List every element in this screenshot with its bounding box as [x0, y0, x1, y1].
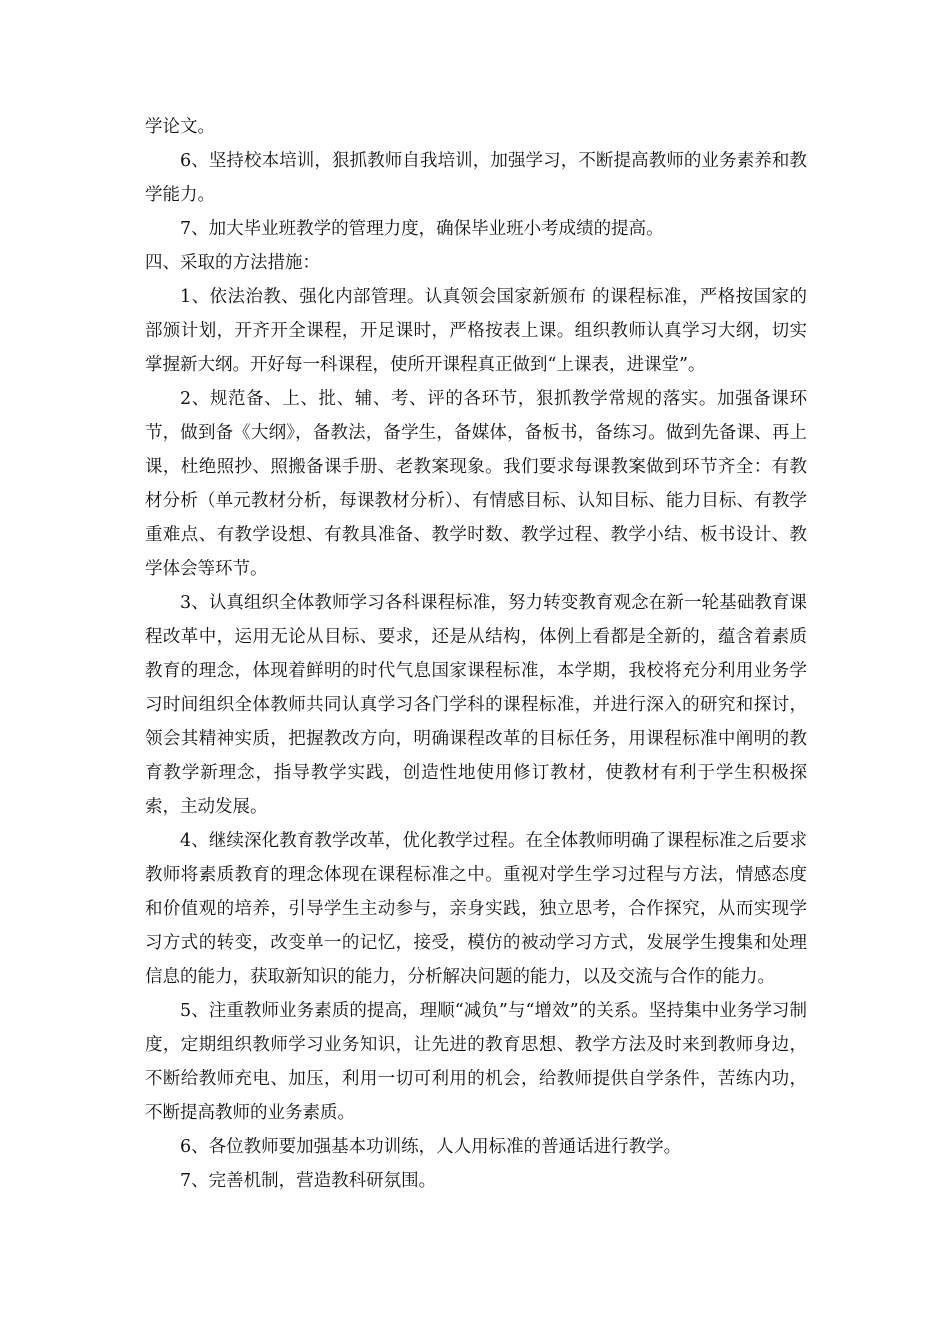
paragraph-measure-3: 3、认真组织全体教师学习各科课程标准，努力转变教育观念在新一轮基础教育课程改革中，运用无论从目标、要求，还是从结构，体例上看都是全新的，蕴含着素质教育的理念，体现着鲜明的时代气息国家课程标准，本学期，我校将充分利用业务学习时间组织全体教师共同认真学习各门学科的课程标准，并进行深入的研究和探讨，领会其精神实质，把握教改方向，明确课程改革的目标任务，用课程标准中阐明的教育教学新理念，指导教学实践，创造性地使用修订教材，使教材有利于学生积极探索，主动发展。 [145, 593, 807, 817]
paragraph-measure-5: 5、注重教师业务素质的提高，理顺“减负”与“增效”的关系。坚持集中业务学习制度，定期组织教师学习业务知识，让先进的教育思想、教学方法及时来到教师身边，不断给教师充电、加压，利用一切可利用的机会，给教师提供自学条件，苦练内功，不断提高教师的业务素质。 [145, 1001, 807, 1123]
section-heading-measures: 四、采取的方法措施： [145, 253, 320, 273]
paragraph-measure-2: 2、规范备、上、批、辅、考、评的各环节，狠抓教学常规的落实。加强备课环节，做到备《大纲》，备教法，备学生，备媒体，备板书，备练习。做到先备课、再上课，杜绝照抄、照搬备课手册、老教案现象。我们要求每课教案做到环节齐全：有教材分析（单元教材分析，每课教材分析）、有情感目标、认知目标、能力目标、有教学重难点、有教学设想、有教具准备、教学时数、教学过程、教学小结、板书设计、教学体会等环节。 [145, 389, 807, 579]
paragraph-measure-1: 1、依法治教、强化内部管理。认真领会国家新颁布 的课程标准，严格按国家的部颁计划，开齐开全课程，开足课时，严格按表上课。组织教师认真学习大纲，切实掌握新大纲。开好每一科课程，使所开课程真正做到“上课表，进课堂”。 [145, 287, 807, 375]
paragraph-item-6-training: 6、坚持校本培训，狠抓教师自我培训，加强学习，不断提高教师的业务素养和教学能力。 [145, 151, 807, 205]
paragraph-item-7-graduating-class: 7、加大毕业班教学的管理力度，确保毕业班小考成绩的提高。 [180, 219, 664, 239]
paragraph-measure-7: 7、完善机制，营造教科研氛围。 [180, 1171, 437, 1191]
paragraph-continuation: 学论文。 [145, 117, 215, 137]
document-page [145, 110, 807, 1198]
paragraph-measure-4: 4、继续深化教育教学改革，优化教学过程。在全体教师明确了课程标准之后要求教师将素质教育的理念体现在课程标准之中。重视对学生学习过程与方法，情感态度和价值观的培养，引导学生主动参与，亲身实践，独立思考，合作探究，从而实现学习方式的转变，改变单一的记忆，接受，模仿的被动学习方式，发展学生搜集和处理信息的能力，获取新知识的能力，分析解决问题的能力，以及交流与合作的能力。 [145, 831, 807, 987]
paragraph-measure-6: 6、各位教师要加强基本功训练，人人用标准的普通话进行教学。 [180, 1137, 682, 1157]
